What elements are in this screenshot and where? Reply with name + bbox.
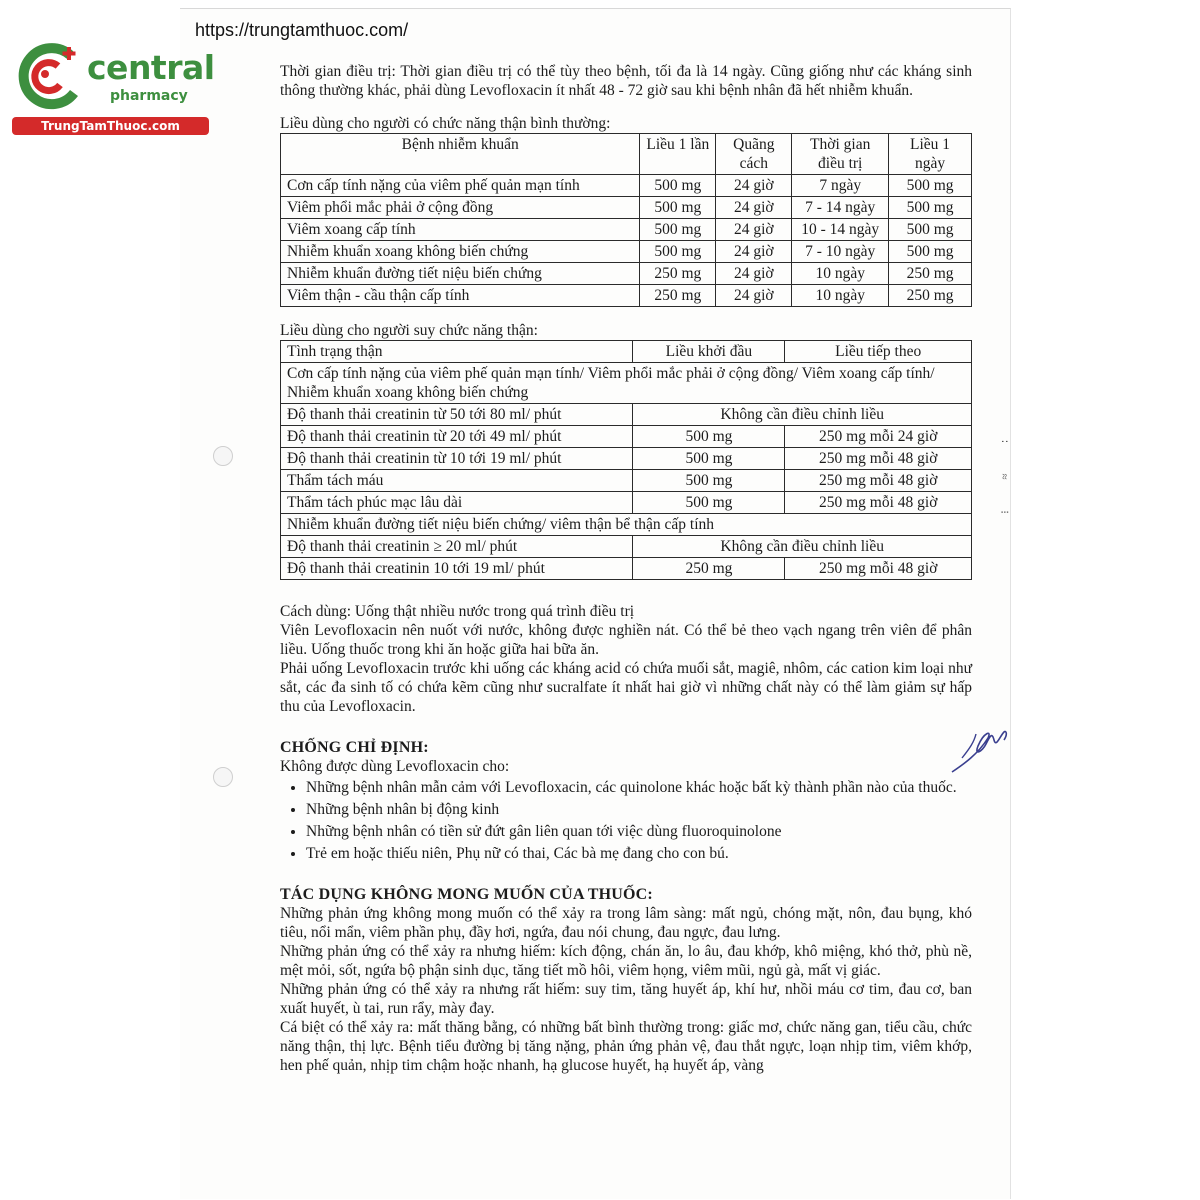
- table-cell: 10 ngày: [792, 285, 889, 307]
- side-effects-text: Những phản ứng có thể xảy ra nhưng rất hiếm: suy tim, tăng huyết áp, khí hư, nhồi máu cơ tim, đau cơ, ban xuất huyết, ù tai, run rẩy, mày đay.: [280, 981, 972, 1017]
- table-cell: Viêm phổi mắc phải ở cộng đồng: [281, 197, 640, 219]
- table-group-row: [281, 514, 972, 536]
- list-item: • Những bệnh nhân bị động kinh: [306, 800, 972, 819]
- usage-text: Phải uống Levofloxacin trước khi uống các kháng acid có chứa muối sắt, magiê, nhôm, các cation kim loại như sắt, các đa sinh tố có chứa kẽm cũng như sucralfate ít nhất hai giờ vì những chất này có thể làm giảm sự hấp thu của Levofloxacin.: [280, 660, 972, 715]
- table-cell: 500 mg: [633, 492, 785, 514]
- table-cell: Thẩm tách phúc mạc lâu dài: [281, 492, 633, 514]
- table-cell: Nhiễm khuẩn đường tiết niệu biến chứng: [281, 263, 640, 285]
- table-cell: 500 mg: [633, 470, 785, 492]
- brand-name: central: [87, 48, 215, 87]
- normal-dose-table: [280, 133, 972, 307]
- table-cell: 500 mg: [633, 426, 785, 448]
- table-row: [281, 536, 972, 558]
- document-content: [280, 62, 972, 1075]
- table-row: [281, 241, 972, 263]
- table-cell: 250 mg mỗi 48 giờ: [785, 470, 972, 492]
- table-cell: Cơn cấp tính nặng của viêm phế quản mạn tính: [281, 175, 640, 197]
- table-cell: 24 giờ: [716, 219, 792, 241]
- table-cell: 250 mg: [640, 263, 716, 285]
- table-cell: 500 mg: [889, 241, 972, 263]
- table-row: [281, 175, 972, 197]
- table-row: [281, 404, 972, 426]
- usage-text: Viên Levofloxacin nên nuốt với nước, không được nghiền nát. Có thể bẻ theo vạch ngang trên viên để phân liều. Uống thuốc trong khi ăn hoặc giữa hai bữa ăn.: [280, 622, 972, 658]
- table-cell: Viêm thận - cầu thận cấp tính: [281, 285, 640, 307]
- table-cell: 250 mg: [889, 285, 972, 307]
- table-cell: 500 mg: [640, 175, 716, 197]
- table-cell: Viêm xoang cấp tính: [281, 219, 640, 241]
- page-url[interactable]: https://trungtamthuoc.com/: [195, 20, 409, 40]
- table-cell: 250 mg mỗi 24 giờ: [785, 426, 972, 448]
- table-cell: 500 mg: [889, 175, 972, 197]
- table-cell: 500 mg: [640, 197, 716, 219]
- table-cell: 7 - 10 ngày: [792, 241, 889, 263]
- table-cell: 500 mg: [640, 219, 716, 241]
- margin-marks: ∶ ≈ ⁝: [998, 440, 1010, 528]
- table-row: [281, 448, 972, 470]
- table-header: Liều 1 ngày: [889, 134, 972, 175]
- table-cell: 500 mg: [633, 448, 785, 470]
- usage-text: Cách dùng: Uống thật nhiều nước trong quá trình điều trị: [280, 603, 635, 620]
- table-cell: Độ thanh thải creatinin ≥ 20 ml/ phút: [281, 536, 633, 558]
- list-item: • Những bệnh nhân mẫn cảm với Levofloxacin, các quinolone khác hoặc bất kỳ thành phần nào của thuốc.: [306, 778, 972, 797]
- table-cell: 250 mg mỗi 48 giờ: [785, 558, 972, 580]
- table-cell: 500 mg: [640, 241, 716, 263]
- side-effects-text: Những phản ứng không mong muốn có thể xảy ra trong lâm sàng: mất ngủ, chóng mặt, nôn, đau bụng, khó tiêu, nổi mẩn, viêm phần phụ, đầy hơi, ngứa, đau nói chung, đau ngực, đau lưng.: [280, 905, 972, 941]
- table-row: [281, 470, 972, 492]
- table-row: [281, 558, 972, 580]
- renal-dose-table: [280, 340, 972, 580]
- table-header: Tình trạng thận: [281, 341, 633, 363]
- table-header: Liều tiếp theo: [785, 341, 972, 363]
- table-cell: 500 mg: [889, 219, 972, 241]
- table-cell: 250 mg: [889, 263, 972, 285]
- contraindications-title: CHỐNG CHỈ ĐỊNH:: [280, 739, 429, 756]
- table-row: [281, 197, 972, 219]
- table-row: [281, 219, 972, 241]
- table-cell: 24 giờ: [716, 241, 792, 263]
- punch-hole-icon: [213, 767, 233, 787]
- table-cell: 500 mg: [889, 197, 972, 219]
- table-header: Thời gian điều trị: [792, 134, 889, 175]
- table-cell: 250 mg mỗi 48 giờ: [785, 492, 972, 514]
- table-row: [281, 285, 972, 307]
- table-row: [281, 492, 972, 514]
- table-header: Quãng cách: [716, 134, 792, 175]
- table-header-row: [281, 134, 972, 175]
- table-row: [281, 426, 972, 448]
- table-cell: Độ thanh thải creatinin từ 20 tới 49 ml/ phút: [281, 426, 633, 448]
- table-cell: Không cần điều chỉnh liều: [633, 536, 972, 558]
- table-cell: Độ thanh thải creatinin từ 50 tới 80 ml/ phút: [281, 404, 633, 426]
- table-cell: Độ thanh thải creatinin từ 10 tới 19 ml/ phút: [281, 448, 633, 470]
- table-header-row: [281, 341, 972, 363]
- side-effects-text: Cá biệt có thể xảy ra: mất thăng bằng, có những bất bình thường trong: giấc mơ, chức năng gan, tiểu cầu, chức năng thận, thị lực. Bệnh tiểu đường bị tăng nặng, phản ứng phản vệ, đau thắt ngực, loạn nhịp tim, viêm khớp, hen phế quản, nhịp tim chậm hoặc nhanh, hạ glucose huyết, hạ huyết áp, vàng: [280, 1019, 972, 1074]
- table-cell: 7 ngày: [792, 175, 889, 197]
- table-cell: 10 ngày: [792, 263, 889, 285]
- table-row: [281, 263, 972, 285]
- contraindications-list: [280, 778, 972, 863]
- table-cell: Không cần điều chỉnh liều: [633, 404, 972, 426]
- table-header: Liều 1 lần: [640, 134, 716, 175]
- contraindications-intro: Không được dùng Levofloxacin cho:: [280, 758, 510, 775]
- side-effects-text: Những phản ứng có thể xảy ra nhưng hiếm: kích động, chán ăn, lo âu, đau khớp, khô miệng, khó thở, phù nề, mệt mỏi, sốt, ngứa bộ phận sinh dục, tăng tiết mồ hôi, viêm họng, viêm mũi, ngủ gà, mất vị giác.: [280, 943, 972, 979]
- normal-dose-caption: Liều dùng cho người có chức năng thận bình thường:: [280, 115, 611, 132]
- table-group-title: Cơn cấp tính nặng của viêm phế quản mạn tính/ Viêm phổi mắc phải ở cộng đồng/ Viêm xoang cấp tính/ Nhiễm khuẩn xoang không biến chứng: [281, 363, 972, 404]
- table-cell: Nhiễm khuẩn xoang không biến chứng: [281, 241, 640, 263]
- table-cell: 10 - 14 ngày: [792, 219, 889, 241]
- list-item: • Trẻ em hoặc thiếu niên, Phụ nữ có thai, Các bà mẹ đang cho con bú.: [306, 844, 972, 863]
- side-effects-title: TÁC DỤNG KHÔNG MONG MUỐN CỦA THUỐC:: [280, 886, 653, 903]
- table-cell: 24 giờ: [716, 263, 792, 285]
- table-group-title: Nhiễm khuẩn đường tiết niệu biến chứng/ viêm thận bể thận cấp tính: [281, 514, 972, 536]
- punch-hole-icon: [213, 446, 233, 466]
- table-header: Liều khởi đầu: [633, 341, 785, 363]
- brand-subtitle: pharmacy: [110, 88, 188, 104]
- table-cell: 250 mg: [633, 558, 785, 580]
- table-cell: 250 mg mỗi 48 giờ: [785, 448, 972, 470]
- table-cell: Độ thanh thải creatinin 10 tới 19 ml/ phút: [281, 558, 633, 580]
- list-item: • Những bệnh nhân có tiền sử đứt gân liên quan tới việc dùng fluoroquinolone: [306, 822, 972, 841]
- table-group-row: [281, 363, 972, 404]
- treatment-duration-text: Thời gian điều trị: Thời gian điều trị có thể tùy theo bệnh, tối đa là 14 ngày. Cũng giống như các kháng sinh thông thường khác, phải dùng Levofloxacin ít nhất 48 - 72 giờ sau khi bệnh nhân đã hết nhiễm khuẩn.: [280, 63, 972, 99]
- table-cell: 24 giờ: [716, 175, 792, 197]
- table-cell: 24 giờ: [716, 285, 792, 307]
- table-cell: 250 mg: [640, 285, 716, 307]
- table-cell: Thẩm tách máu: [281, 470, 633, 492]
- table-header: Bệnh nhiễm khuẩn: [281, 134, 640, 175]
- renal-dose-caption: Liều dùng cho người suy chức năng thận:: [280, 322, 538, 339]
- brand-badge: TrungTamThuoc.com: [12, 117, 209, 135]
- table-cell: 7 - 14 ngày: [792, 197, 889, 219]
- table-cell: 24 giờ: [716, 197, 792, 219]
